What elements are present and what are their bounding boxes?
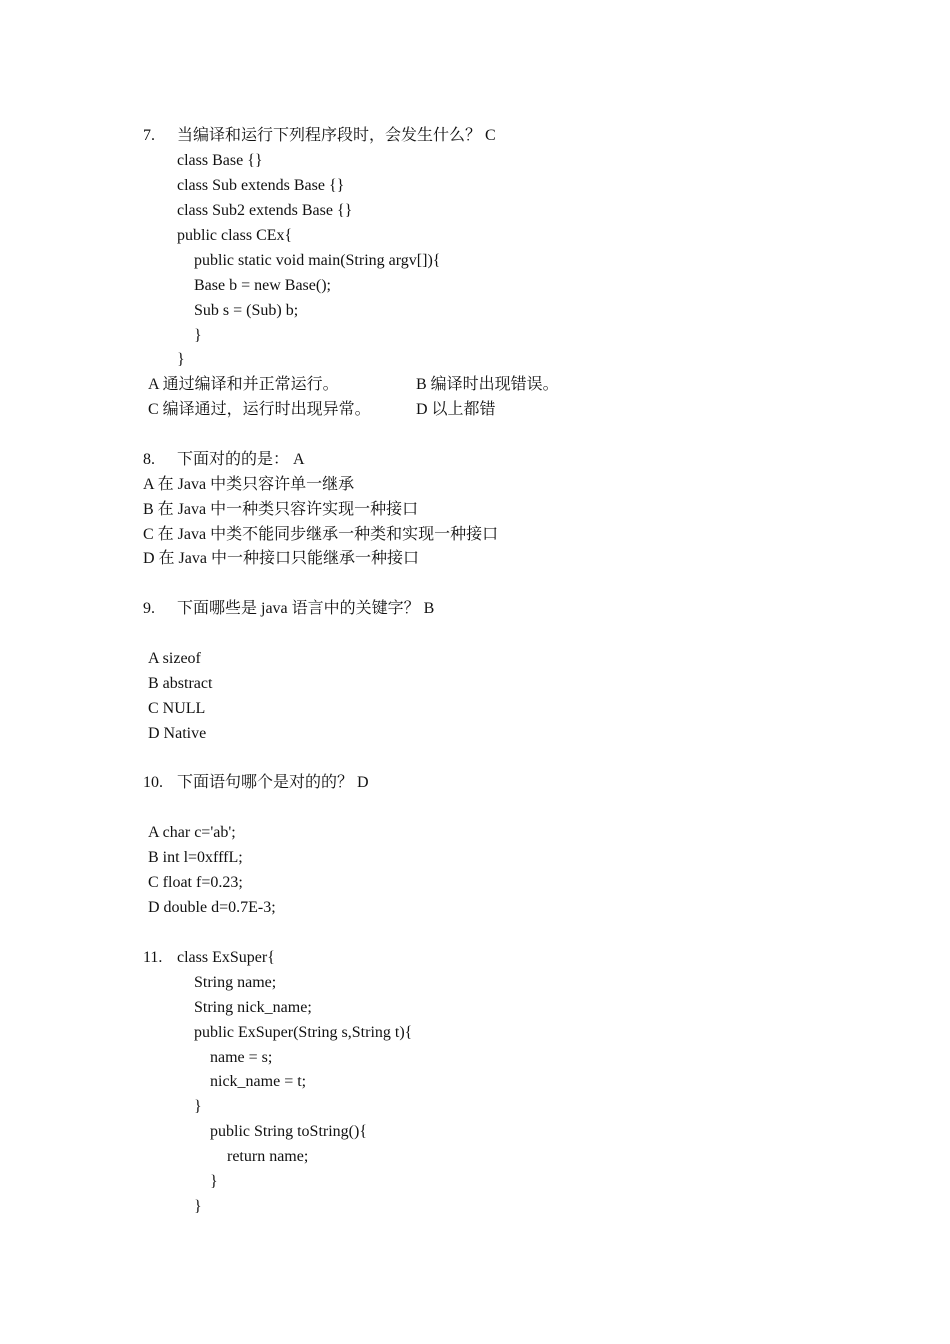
q10-option-a: A char c='ab'; bbox=[148, 824, 236, 841]
q10-number: 10. bbox=[143, 774, 163, 791]
q9-option-c: C NULL bbox=[148, 700, 206, 717]
q7-code-line: class Sub2 extends Base {} bbox=[177, 202, 353, 219]
q9-number: 9. bbox=[143, 600, 155, 617]
q7-code-line: class Base {} bbox=[177, 152, 263, 169]
q11-code-line: } bbox=[210, 1173, 218, 1190]
q11-code-line: public String toString(){ bbox=[210, 1123, 368, 1140]
q8-number: 8. bbox=[143, 451, 155, 468]
q8-option-a: A 在 Java 中类只容许单一继承 bbox=[143, 476, 355, 493]
q7-code-line: Base b = new Base(); bbox=[194, 277, 331, 294]
q11-code-line: String nick_name; bbox=[194, 999, 312, 1016]
q9-option-a: A sizeof bbox=[148, 650, 201, 667]
q8-option-d: D 在 Java 中一种接口只能继承一种接口 bbox=[143, 550, 419, 567]
q11-code-line: public ExSuper(String s,String t){ bbox=[194, 1024, 413, 1041]
q11-code-line: } bbox=[194, 1198, 202, 1215]
q7-code-line: class Sub extends Base {} bbox=[177, 177, 345, 194]
q10-option-d: D double d=0.7E-3; bbox=[148, 899, 276, 916]
q11-number: 11. bbox=[143, 949, 163, 966]
q8-option-c: C 在 Java 中类不能同步继承一种类和实现一种接口 bbox=[143, 526, 499, 543]
q9-question: 下面哪些是 java 语言中的关键字？ B bbox=[177, 600, 435, 617]
q7-option-b: B 编译时出现错误。 bbox=[416, 376, 559, 393]
q9-option-b: B abstract bbox=[148, 675, 213, 692]
q7-option-c: C 编译通过，运行时出现异常。 bbox=[148, 401, 371, 418]
q11-code-line: name = s; bbox=[210, 1049, 273, 1066]
q7-code-line: public static void main(String argv[]){ bbox=[194, 252, 441, 269]
q7-option-a: A 通过编译和并正常运行。 bbox=[148, 376, 339, 393]
q7-code-line: } bbox=[177, 351, 185, 368]
q11-code-line: nick_name = t; bbox=[210, 1073, 307, 1090]
q7-option-d: D 以上都错 bbox=[416, 401, 496, 418]
q10-question: 下面语句哪个是对的的？ D bbox=[177, 774, 369, 791]
q11-code-line: return name; bbox=[227, 1148, 309, 1165]
q8-option-b: B 在 Java 中一种类只容许实现一种接口 bbox=[143, 501, 419, 518]
q7-question: 当编译和运行下列程序段时，会发生什么？ C bbox=[177, 127, 496, 144]
q7-code-line: } bbox=[194, 327, 202, 344]
q10-option-c: C float f=0.23; bbox=[148, 874, 243, 891]
q11-code-line: class ExSuper{ bbox=[177, 949, 275, 966]
q10-option-b: B int l=0xfffL; bbox=[148, 849, 243, 866]
q9-option-d: D Native bbox=[148, 725, 207, 742]
q11-code-line: String name; bbox=[194, 974, 277, 991]
q7-code-line: Sub s = (Sub) b; bbox=[194, 302, 299, 319]
q8-question: 下面对的的是： A bbox=[177, 451, 305, 468]
q7-code-line: public class CEx{ bbox=[177, 227, 293, 244]
q11-code-line: } bbox=[194, 1098, 202, 1115]
q7-number: 7. bbox=[143, 127, 155, 144]
